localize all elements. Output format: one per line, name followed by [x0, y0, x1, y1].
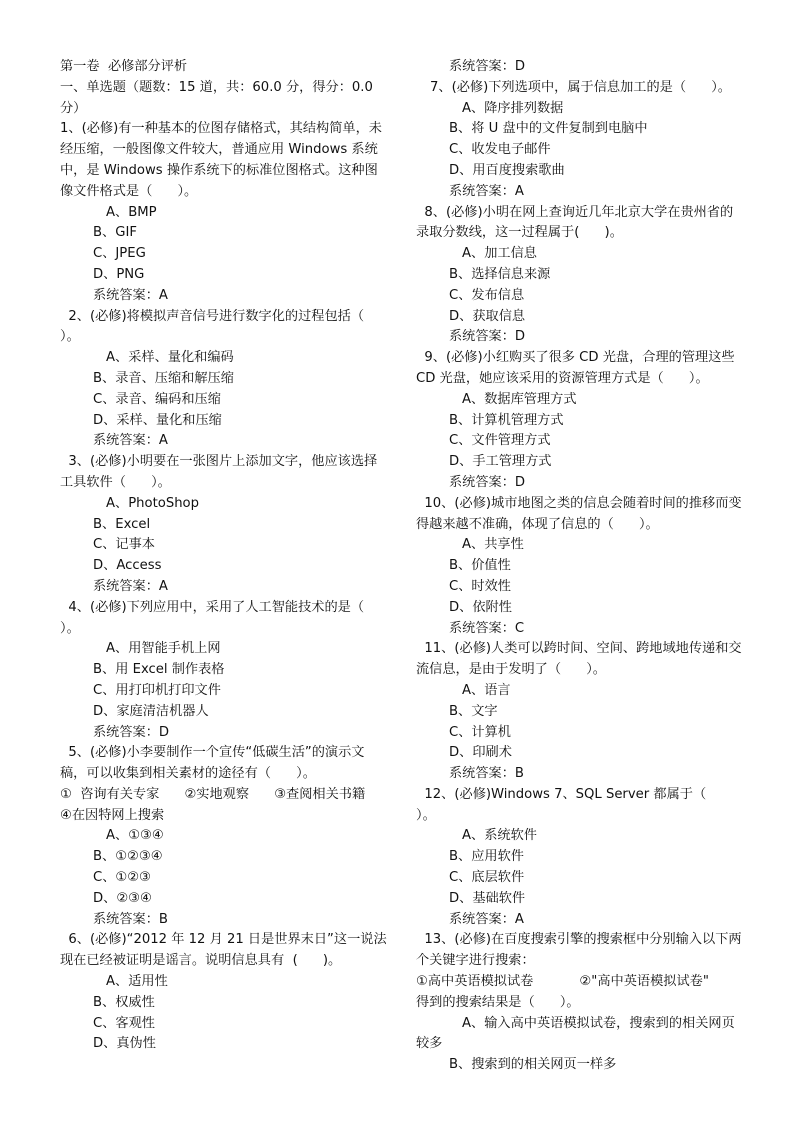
question-1	[60, 119, 388, 306]
option-c: C、收发电子邮件	[449, 142, 551, 158]
option-d: D、依附性	[449, 599, 512, 615]
option-d: D、真伪性	[93, 1036, 156, 1052]
option-a: A、语言	[462, 682, 511, 698]
option-a: A、加工信息	[462, 246, 537, 262]
option-d: D、基础软件	[449, 890, 526, 906]
question-12	[416, 785, 744, 931]
option-d: D、手工管理方式	[449, 454, 552, 470]
question-extra-line: 得到的搜索结果是（ ）。	[416, 994, 580, 1010]
question-4	[60, 598, 388, 744]
question-stem: 3、(必修)小明要在一张图片上添加文字，他应该选择工具软件（ ）。	[60, 454, 378, 490]
system-answer: 系统答案：D	[449, 59, 526, 74]
option-a: A、采样、量化和编码	[106, 350, 234, 366]
left-column	[60, 57, 388, 1055]
question-extra-line: ① 咨询有关专家 ②实地观察 ③查阅相关书籍	[60, 786, 366, 802]
option-a: A、数据库管理方式	[462, 391, 577, 407]
question-11	[416, 639, 744, 785]
system-answer: 系统答案：D	[449, 474, 526, 490]
system-answer: 系统答案：D	[449, 329, 526, 345]
option-a: A、①③④	[106, 828, 164, 844]
question-extra-line: ④在因特网上搜索	[60, 807, 165, 823]
system-answer: 系统答案：B	[93, 911, 168, 927]
question-stem: 1、(必修)有一种基本的位图存储格式，其结构简单，未经压缩，一般图像文件较大，普通应用 Windows 系统中，是 Windows 操作系统下的标准位图格式。这种图像文件格式是（ ）。	[60, 121, 382, 199]
option-b: B、选择信息来源	[449, 266, 551, 282]
question-3	[60, 452, 388, 598]
option-b: B、Excel	[93, 516, 151, 532]
question-stem: 6、(必修)“2012 年 12 月 21 日是世界末日”这一说法现在已经被证明是谣言。说明信息具有 ( )。	[60, 932, 387, 969]
option-d: D、用百度搜索歌曲	[449, 162, 565, 178]
option-c: C、发布信息	[449, 287, 525, 303]
option-b: B、GIF	[93, 225, 137, 241]
question-stem: 2、(必修)将模拟声音信号进行数字化的过程包括（ ）。	[60, 308, 390, 345]
question-5	[60, 743, 388, 930]
option-b: B、用 Excel 制作表格	[93, 662, 225, 678]
system-answer: 系统答案：C	[449, 620, 525, 636]
system-answer: 系统答案：A	[449, 183, 524, 199]
option-c: C、JPEG	[93, 246, 146, 262]
option-b: B、计算机管理方式	[449, 412, 564, 428]
option-b: B、录音、压缩和解压缩	[93, 370, 234, 386]
option-d: D、②③④	[93, 890, 152, 906]
question-stem: 5、(必修)小李要制作一个宣传“低碳生活”的演示文稿，可以收集到相关素材的途径有（ ）。	[60, 745, 365, 782]
option-a: A、系统软件	[462, 828, 537, 844]
question-stem: 10、(必修)城市地图之类的信息会随着时间的推移而变得越来越不准确，体现了信息的（ ）。	[416, 495, 742, 532]
system-answer: 系统答案：D	[93, 724, 170, 740]
system-answer: 系统答案：A	[93, 433, 168, 449]
right-column	[416, 57, 744, 1076]
option-d: D、印刷术	[449, 745, 512, 761]
question-stem: 7、(必修)下列选项中，属于信息加工的是（ ）。	[430, 79, 731, 95]
option-d: D、家庭清洁机器人	[93, 703, 209, 719]
option-b: B、权威性	[93, 994, 155, 1010]
option-a: A、共享性	[462, 537, 524, 553]
option-b: B、搜索到的相关网页一样多	[449, 1057, 617, 1073]
section-heading: 一、单选题（题数：15 道，共：60.0 分，得分：0.0 分）	[60, 79, 378, 116]
question-stem: 9、(必修)小红购买了很多 CD 光盘，合理的管理这些 CD 光盘，她应该采用的资源管理方式是（ ）。	[416, 350, 739, 386]
option-c: C、用打印机打印文件	[93, 682, 221, 698]
option-b: B、①②③④	[93, 849, 163, 865]
option-c: C、文件管理方式	[449, 433, 551, 449]
system-answer: 系统答案：B	[449, 766, 524, 782]
option-d: D、采样、量化和压缩	[93, 412, 222, 428]
question-stem: 12、(必修)Windows 7、SQL Server 都属于（ ）。	[416, 786, 732, 823]
option-c: C、时效性	[449, 578, 511, 594]
question-stem: 13、(必修)在百度搜索引擎的搜索框中分别输入以下两个关键字进行搜索：	[416, 932, 742, 969]
system-answer: 系统答案：A	[449, 911, 524, 927]
option-c: C、录音、编码和压缩	[93, 391, 221, 407]
option-c: C、记事本	[93, 537, 155, 553]
question-2	[60, 307, 388, 453]
option-d: D、获取信息	[449, 308, 526, 324]
question-8	[416, 203, 744, 349]
option-c: C、底层软件	[449, 870, 525, 886]
option-d: D、Access	[93, 558, 162, 574]
option-a: A、BMP	[106, 204, 157, 220]
question-stem: 8、(必修)小明在网上查询近几年北京大学在贵州省的录取分数线，这一过程属于( )。	[416, 204, 734, 241]
option-b: B、应用软件	[449, 849, 524, 865]
option-b: B、价值性	[449, 558, 511, 574]
question-7	[416, 78, 744, 203]
question-stem: 11、(必修)人类可以跨时间、空间、跨地域地传递和交流信息，是由于发明了（ ）。	[416, 641, 742, 678]
option-c: C、①②③	[93, 870, 151, 886]
option-a: A、适用性	[106, 974, 168, 990]
question-13	[416, 930, 744, 1076]
question-10	[416, 494, 744, 640]
option-b: B、将 U 盘中的文件复制到电脑中	[449, 121, 648, 137]
question-extra-line: ①高中英语模拟试卷 ②"高中英语模拟试卷"	[416, 974, 709, 990]
option-a: A、PhotoShop	[106, 495, 199, 511]
page-title: 第一卷 必修部分评析	[60, 59, 188, 74]
option-a: A、输入高中英语模拟试卷，搜索到的相关网页较多	[416, 1015, 735, 1052]
question-stem: 4、(必修)下列应用中，采用了人工智能技术的是（ ）。	[60, 599, 390, 636]
option-c: C、计算机	[449, 724, 511, 740]
system-answer: 系统答案：A	[93, 287, 168, 303]
question-6	[60, 930, 388, 1055]
system-answer: 系统答案：A	[93, 578, 168, 594]
question-9	[416, 348, 744, 494]
option-a: A、用智能手机上网	[106, 641, 221, 657]
option-a: A、降序排列数据	[462, 100, 564, 116]
option-c: C、客观性	[93, 1015, 155, 1031]
option-d: D、PNG	[93, 266, 145, 282]
option-b: B、文字	[449, 703, 498, 719]
